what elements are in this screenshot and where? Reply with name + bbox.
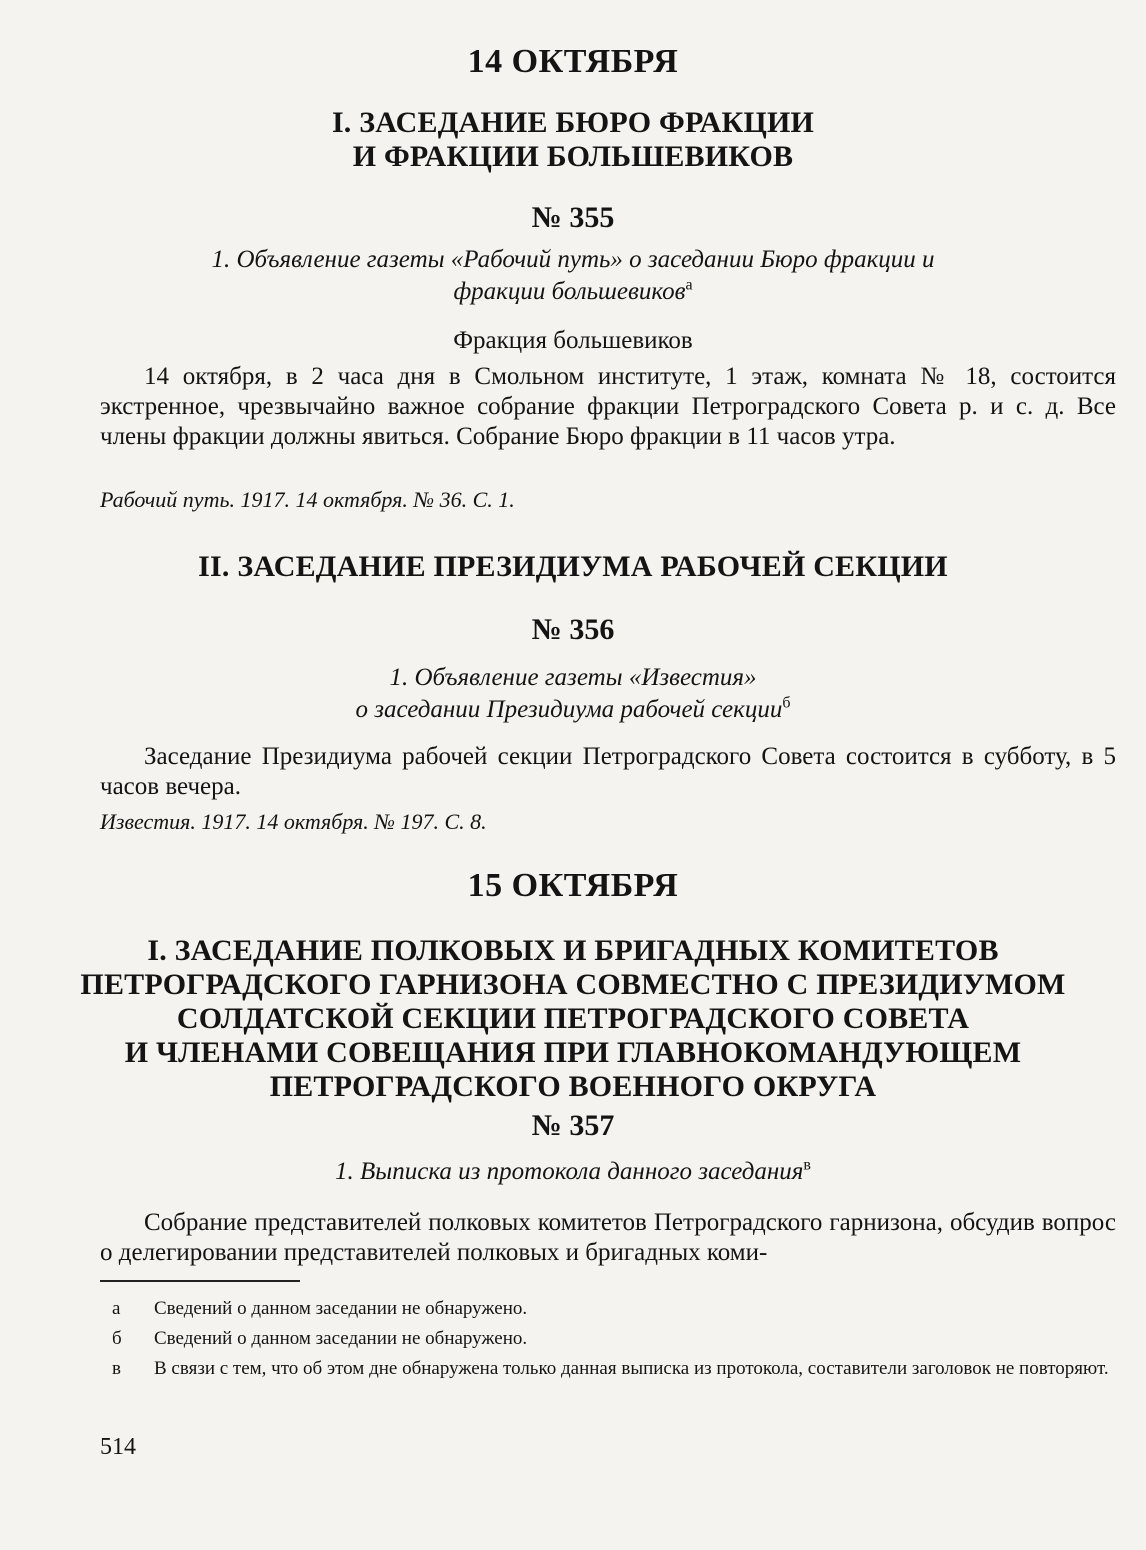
section-bureau-meeting xyxy=(0,106,1146,174)
announcement-heading: Фракция большевиков xyxy=(453,327,693,354)
footnote-mark-a: а xyxy=(685,276,693,294)
date-heading-15-october: 15 ОКТЯБРЯ xyxy=(467,867,679,904)
source-citation-356: Известия. 1917. 14 октября. № 197. С. 8. xyxy=(100,809,487,834)
date-heading-14-october: 14 ОКТЯБРЯ xyxy=(467,43,679,80)
section-title-presidium: II. ЗАСЕДАНИЕ ПРЕЗИДИУМА РАБОЧЕЙ СЕКЦИИ xyxy=(198,550,948,583)
announcement-text: 14 октября, в 2 часа дня в Смольном институте, 1 этаж, комната № 18, состоится экстренное, чрезвычайно важное собрание фракции Петроградского Совета р. и с. д. Все члены фракции должны явиться. Собрание Бюро фракции в 11 часов утра. xyxy=(100,363,1116,450)
subtitle-line1: 1. Объявление газеты «Рабочий путь» о заседании Бюро фракции и xyxy=(211,246,935,273)
subtitle-357: 1. Выписка из протокола данного заседания xyxy=(335,1158,804,1185)
footnote-b: б Сведений о данном заседании не обнаружено. xyxy=(112,1328,528,1349)
subtitle-356-line1: 1. Объявление газеты «Известия» xyxy=(389,664,757,691)
source-citation-355: Рабочий путь. 1917. 14 октября. № 36. С. 1. xyxy=(100,487,515,512)
protocol-text: Собрание представителей полковых комитетов Петроградского гарнизона, обсудив вопрос о делегировании представителей полковых и бригадных коми- xyxy=(100,1209,1116,1266)
footnote-mark-v: в xyxy=(803,1156,811,1174)
presidium-text: Заседание Президиума рабочей секции Петроградского Совета состоится в субботу, в 5 часов вечера. xyxy=(100,743,1116,800)
document-355-subtitle xyxy=(0,244,1146,308)
document-number-355: № 355 xyxy=(531,201,615,234)
footnote-mark-b: б xyxy=(782,694,791,712)
title-line3: СОЛДАТСКОЙ СЕКЦИИ ПЕТРОГРАДСКОГО СОВЕТА xyxy=(176,1002,970,1035)
section-title-line1: I. ЗАСЕДАНИЕ БЮРО ФРАКЦИИ xyxy=(331,106,815,139)
title-line4: И ЧЛЕНАМИ СОВЕЩАНИЯ ПРИ ГЛАВНОКОМАНДУЮЩЕМ xyxy=(124,1036,1022,1069)
section-title-line2: И ФРАКЦИИ БОЛЬШЕВИКОВ xyxy=(352,140,794,173)
day-14-october xyxy=(0,42,1146,82)
page-number: 514 xyxy=(100,1434,136,1460)
footnotes xyxy=(0,1296,1146,1382)
subtitle-356-line2: о заседании Президиума рабочей секции xyxy=(355,696,783,723)
document-356-subtitle xyxy=(0,662,1146,726)
subtitle-line2: фракции большевиков xyxy=(453,278,686,305)
footnote-a: а Сведений о данном заседании не обнаружено. xyxy=(112,1298,528,1319)
footnote-v: в В связи с тем, что об этом дне обнаружена только данная выписка из протокола, составители заголовок не повторяют. xyxy=(112,1358,1109,1379)
document-number-356: № 356 xyxy=(531,613,615,646)
title-line2: ПЕТРОГРАДСКОГО ГАРНИЗОНА СОВМЕСТНО С ПРЕЗИДИУМОМ xyxy=(80,968,1066,1001)
footnote-divider xyxy=(100,1280,300,1282)
title-line5: ПЕТРОГРАДСКОГО ВОЕННОГО ОКРУГА xyxy=(269,1070,877,1103)
document-number-357: № 357 xyxy=(531,1109,615,1142)
section-regimental-committees xyxy=(0,934,1146,1104)
title-line1: I. ЗАСЕДАНИЕ ПОЛКОВЫХ И БРИГАДНЫХ КОМИТЕТОВ xyxy=(147,934,999,967)
